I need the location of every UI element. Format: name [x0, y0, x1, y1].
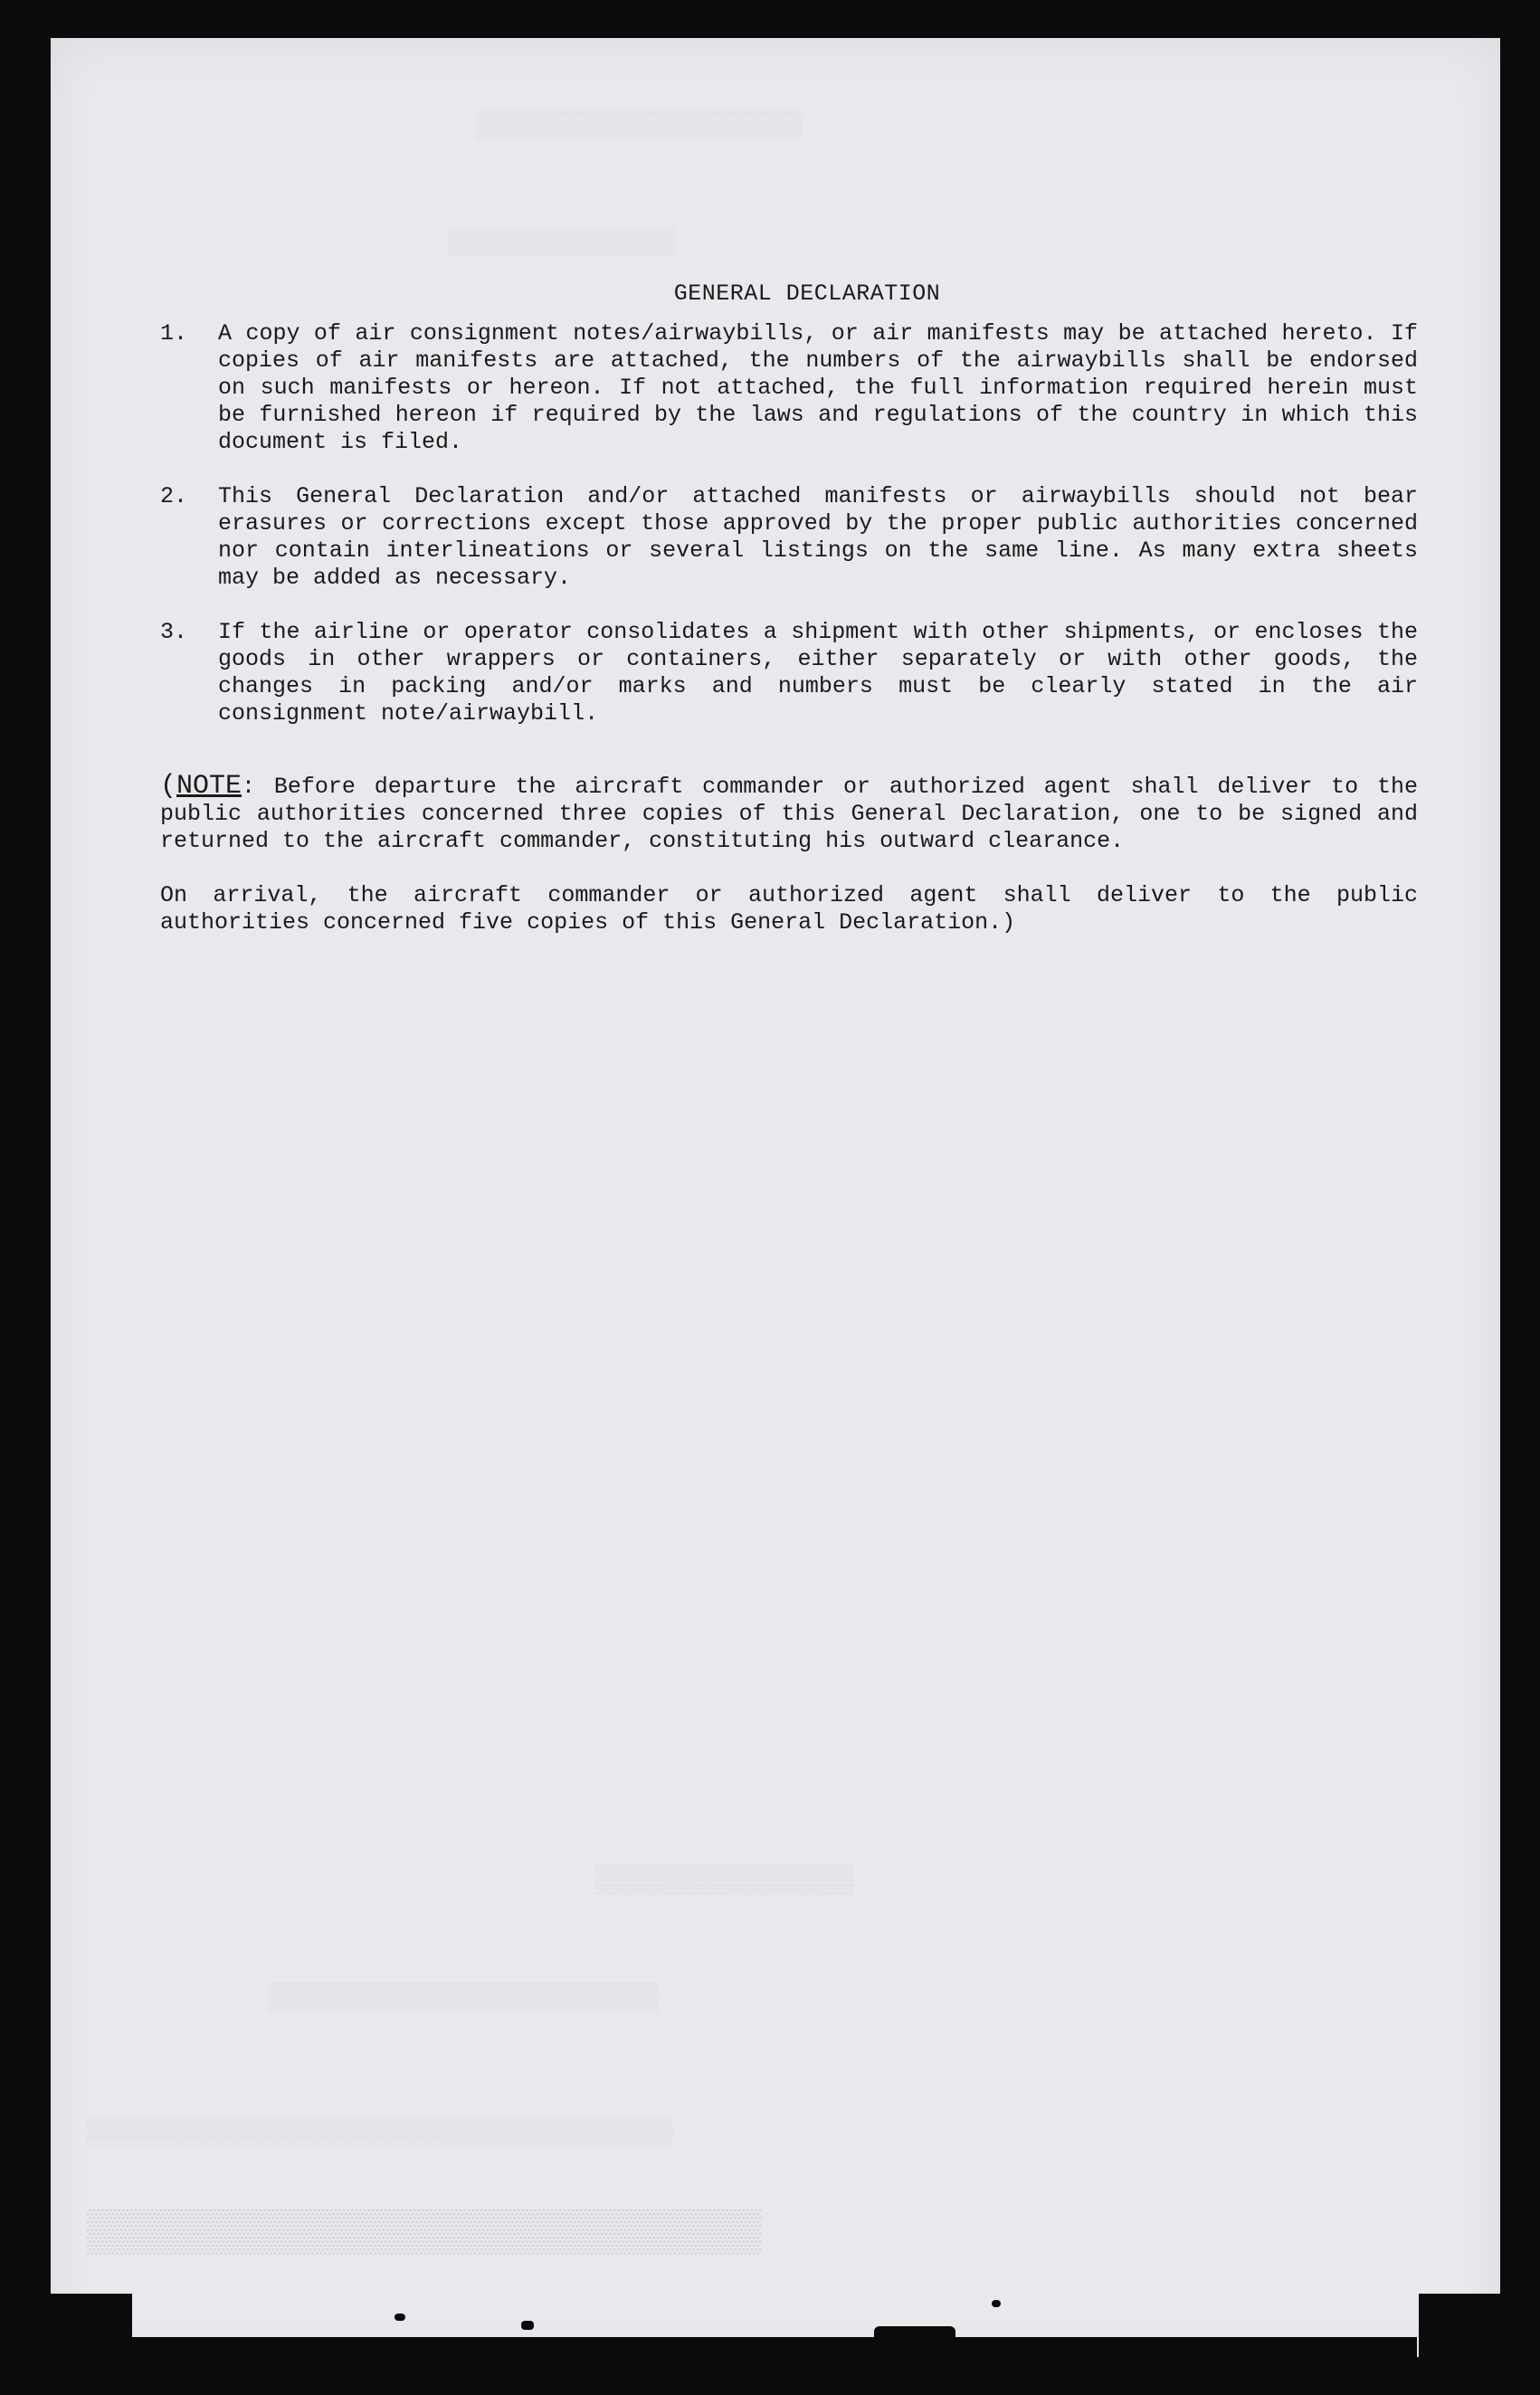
torn-edge [395, 2314, 405, 2321]
bleed-through-text: ▒▒▒▒▒▒▒▒▒▒▒▒▒▒▒▒▒▒▒▒▒▒▒▒▒▒▒ [87, 2210, 762, 2257]
note-open-paren: ( [160, 771, 177, 802]
list-item-number: 2. [160, 483, 188, 509]
list-item [160, 619, 1418, 727]
bleed-through-text: ▒▒▒▒▒▒▒▒▒▒▒▒▒▒▒▒ [594, 1866, 855, 1896]
torn-edge [874, 2326, 955, 2348]
bleed-through-text: ▒▒▒▒▒▒▒▒▒▒▒▒▒▒▒▒▒▒▒▒▒▒▒▒▒▒▒▒▒▒▒▒▒▒▒▒ [87, 2119, 674, 2150]
document-page [51, 38, 1500, 2357]
list-item-text: This General Declaration and/or attached manifests or airwaybills should not bear erasures or corrections except those approved by the proper public authorities concerned nor contain interlineations or several listings on the same line. As many extra sheets may be added as necessary. [218, 483, 1418, 591]
bleed-through-text: ▒▒▒▒▒▒▒▒▒▒▒▒▒▒ [449, 228, 678, 259]
declaration-content [160, 280, 1418, 959]
arrival-paragraph: On arrival, the aircraft commander or authorized agent shall deliver to the public authorities concerned five copies of this General Declaration.) [160, 882, 1418, 936]
torn-edge [992, 2300, 1001, 2307]
bleed-through-text: ▒▒▒▒▒▒▒▒▒▒▒▒▒▒▒▒▒▒▒▒▒▒▒▒ [268, 1983, 660, 2014]
bleed-through-text: ▒▒▒▒▒▒▒▒▒▒▒▒▒▒▒▒▒▒▒▒ [476, 110, 803, 141]
torn-edge [51, 2294, 132, 2357]
note-colon: : [242, 774, 256, 800]
note-text: Before departure the aircraft commander or authorized agent shall deliver to the public authorities concerned three copies of this General Declaration, one to be signed and returned to the aircraft commander, constituting his outward clearance. [160, 774, 1418, 854]
page-title: GENERAL DECLARATION [673, 280, 941, 307]
torn-edge [132, 2337, 1417, 2357]
list-item-number: 1. [160, 320, 188, 347]
torn-edge [521, 2321, 534, 2330]
list-item-text: If the airline or operator consolidates a shipment with other shipments, or encloses the goods in other wrappers or containers, either separately or with other goods, the changes in packing and/or marks and numbers must be clearly stated in the air consignment note/airwaybill. [218, 619, 1418, 727]
list-item-text: A copy of air consignment notes/airwaybills, or air manifests may be attached hereto. If copies of air manifests are attached, the numbers of the airwaybills shall be endorsed on such manifests or hereon. If not attached, the full information required herein must be furnished hereon if required by the laws and regulations of the country in which this document is filed. [218, 320, 1418, 455]
list-item-number: 3. [160, 619, 188, 645]
list-item [160, 320, 1418, 456]
note-label: NOTE [176, 771, 242, 802]
torn-edge [1419, 2294, 1500, 2357]
note-paragraph [160, 773, 1418, 855]
list-item [160, 483, 1418, 592]
